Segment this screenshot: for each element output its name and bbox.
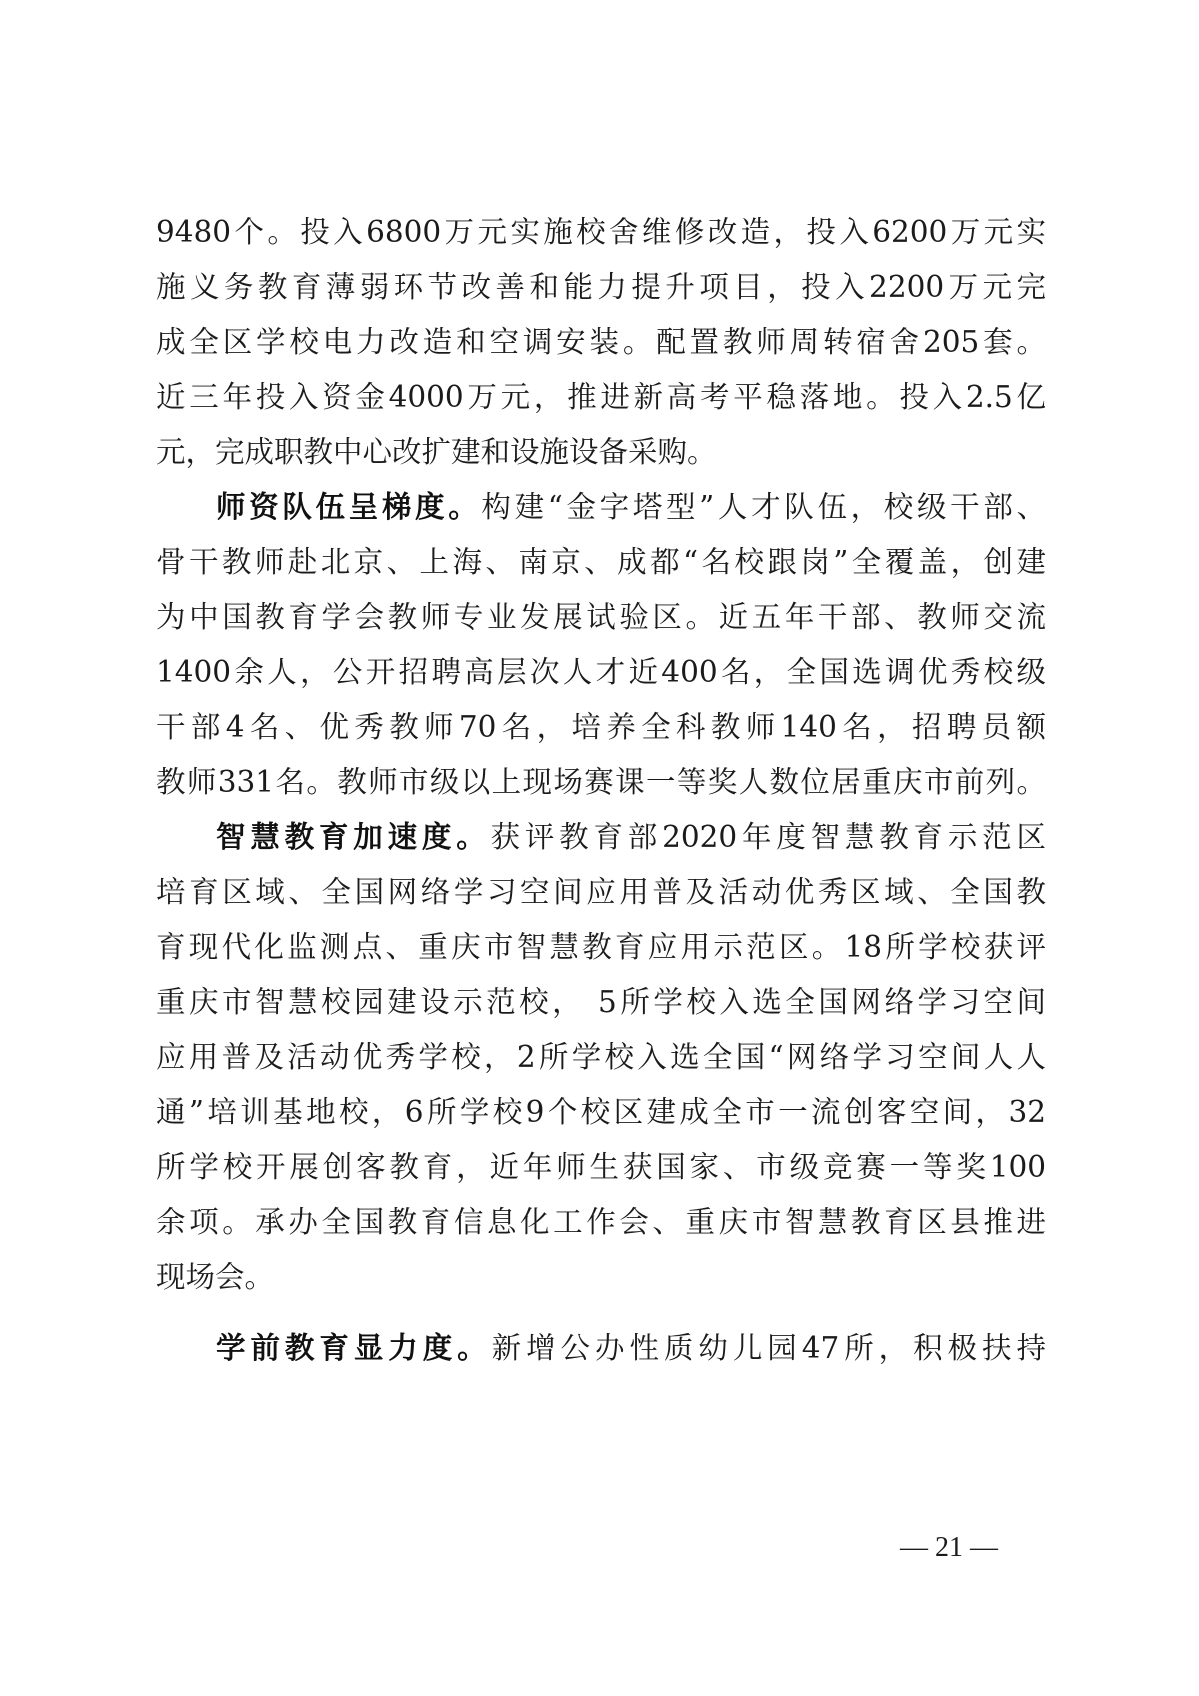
section-first-line xyxy=(216,1328,1046,1368)
paragraph-line: 近三年投入资金4000万元，推进新高考平稳落地。投入2.5亿 xyxy=(156,380,1046,414)
paragraph-line: 所学校开展创客教育，近年师生获国家、市级竞赛一等奖100 xyxy=(156,1150,1046,1184)
section-first-line xyxy=(216,817,1046,857)
paragraph-line: 为中国教育学会教师专业发展试验区。近五年干部、教师交流 xyxy=(156,600,1046,634)
paragraph-line: 育现代化监测点、重庆市智慧教育应用示范区。18所学校获评 xyxy=(156,930,1046,964)
paragraph-line: 通”培训基地校，6所学校9个校区建成全市一流创客空间，32 xyxy=(156,1095,1046,1129)
paragraph-line: 9480个。投入6800万元实施校舍维修改造，投入6200万元实 xyxy=(156,215,1046,249)
paragraph-line: 应用普及活动优秀学校，2所学校入选全国“网络学习空间人人 xyxy=(156,1040,1046,1074)
paragraph-line: 施义务教育薄弱环节改善和能力提升项目，投入2200万元完 xyxy=(156,270,1046,304)
paragraph-line: 元，完成职教中心改扩建和设施设备采购。 xyxy=(156,435,717,469)
paragraph-line: 1400余人，公开招聘高层次人才近400名，全国选调优秀校级 xyxy=(156,655,1046,689)
paragraph-line: 骨干教师赴北京、上海、南京、成都“名校跟岗”全覆盖，创建 xyxy=(156,545,1046,579)
paragraph-line: 干部4名、优秀教师70名，培养全科教师140名，招聘员额 xyxy=(156,710,1046,744)
section-text: 获评教育部2020年度智慧教育示范区 xyxy=(490,820,1046,854)
paragraph-line: 重庆市智慧校园建设示范校， 5所学校入选全国网络学习空间 xyxy=(156,985,1046,1019)
section-heading: 师资队伍呈梯度。 xyxy=(216,489,482,524)
section-first-line xyxy=(216,487,1046,527)
paragraph-line: 成全区学校电力改造和空调安装。配置教师周转宿舍205套。 xyxy=(156,325,1046,359)
paragraph-line: 现场会。 xyxy=(156,1260,275,1294)
paragraph-line: 余项。承办全国教育信息化工作会、重庆市智慧教育区县推进 xyxy=(156,1205,1046,1239)
paragraph-line: 培育区域、全国网络学习空间应用普及活动优秀区域、全国教 xyxy=(156,875,1046,909)
section-heading: 学前教育显力度。 xyxy=(216,1330,492,1365)
paragraph-line: 教师331名。教师市级以上现场赛课一等奖人数位居重庆市前列。 xyxy=(156,765,1046,799)
section-heading: 智慧教育加速度。 xyxy=(216,819,491,854)
section-text: 新增公办性质幼儿园47所，积极扶持 xyxy=(491,1331,1046,1365)
section-text: 构建“金字塔型”人才队伍，校级干部、 xyxy=(481,490,1046,524)
page-number: — 21 — xyxy=(900,1532,998,1563)
